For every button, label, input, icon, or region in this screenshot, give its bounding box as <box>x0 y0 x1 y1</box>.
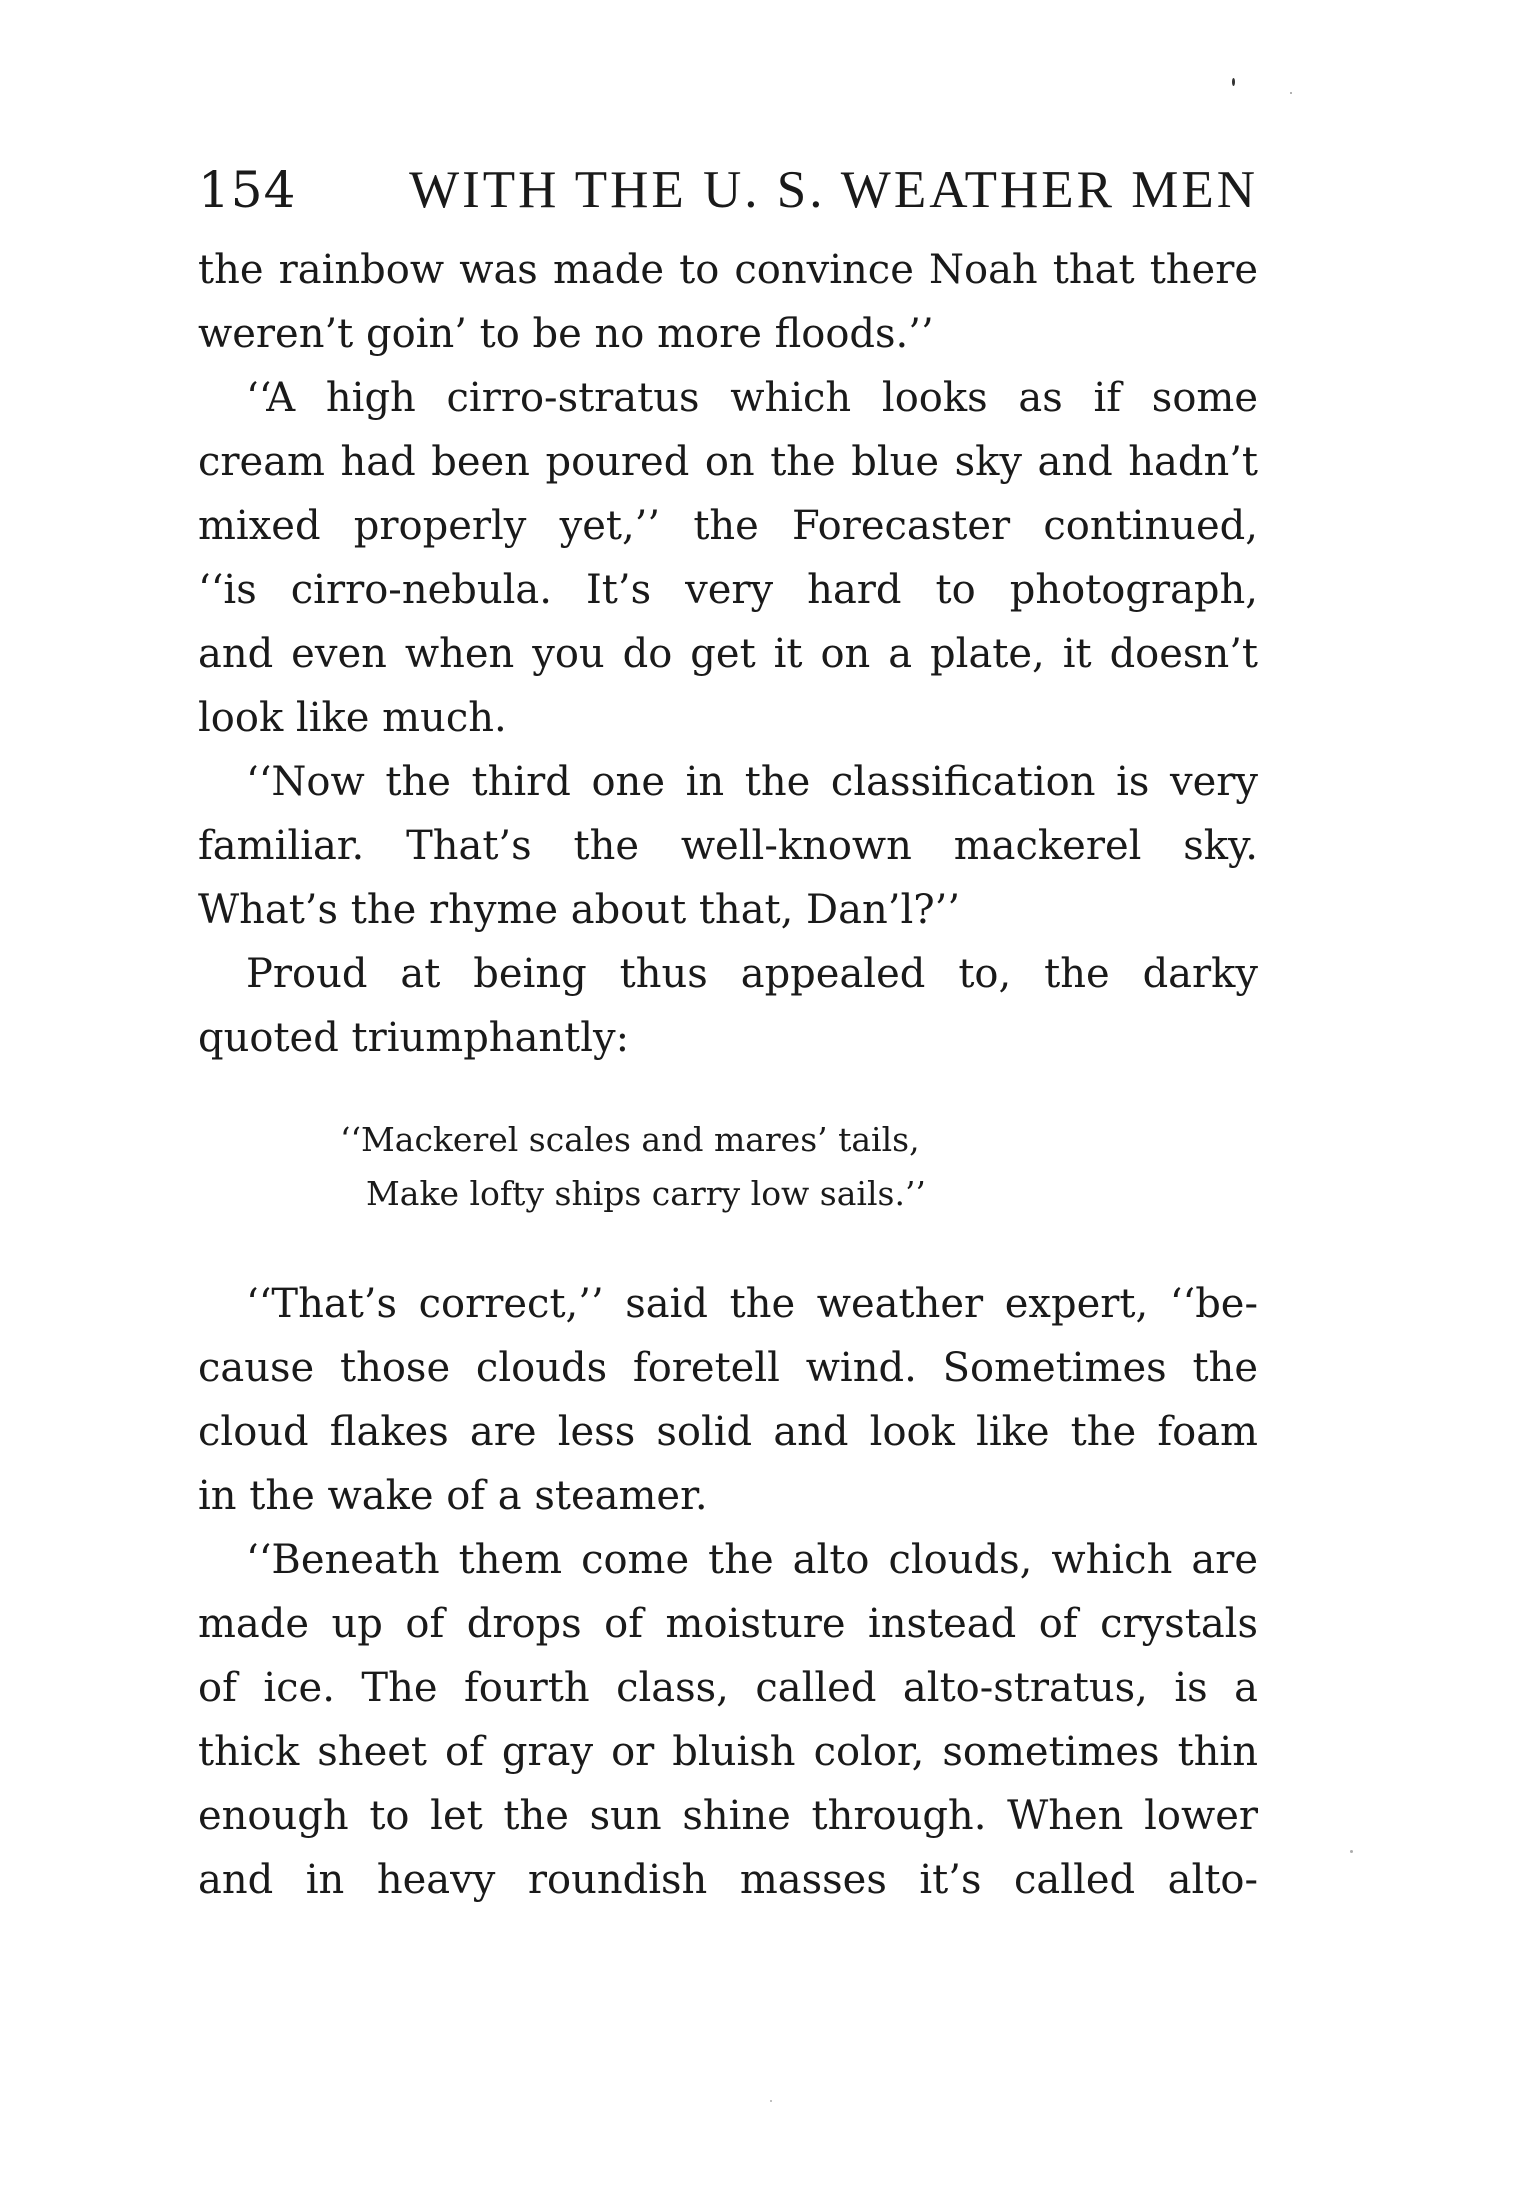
text-line: thick sheet of gray or bluish color, sometimes thin <box>198 1729 1258 1775</box>
verse-line: Make lofty ships carry low sails.’’ <box>366 1174 926 1213</box>
running-head: WITH THE U. S. WEATHER MEN <box>409 161 1258 219</box>
text-line: of ice. The fourth class, called alto-stratus, is a <box>198 1665 1258 1711</box>
text-line: cloud flakes are less solid and look like the foam <box>198 1409 1258 1455</box>
verse-line: ‘‘Mackerel scales and mares’ tails, <box>340 1120 920 1159</box>
text-line: look like much. <box>198 695 507 741</box>
text-line: What’s the rhyme about that, Dan’l?’’ <box>198 887 961 933</box>
text-line: ‘‘That’s correct,’’ said the weather expert, ‘‘be- <box>246 1281 1258 1327</box>
text-line: ‘‘is cirro-nebula. It’s very hard to photograph, <box>198 567 1258 613</box>
text-line: mixed properly yet,’’ the Forecaster continued, <box>198 503 1258 549</box>
text-line: enough to let the sun shine through. When lower <box>198 1793 1258 1839</box>
text-line: ‘‘Beneath them come the alto clouds, which are <box>246 1537 1258 1583</box>
text-line: and in heavy roundish masses it’s called alto- <box>198 1857 1258 1903</box>
text-line: cream had been poured on the blue sky and hadn’t <box>198 439 1258 485</box>
text-line: Proud at being thus appealed to, the darky <box>246 951 1258 997</box>
text-line: quoted triumphantly: <box>198 1015 630 1061</box>
text-line: cause those clouds foretell wind. Sometimes the <box>198 1345 1258 1391</box>
text-line: ‘‘Now the third one in the classification is very <box>246 759 1258 805</box>
page-header <box>198 150 1258 230</box>
text-line: in the wake of a steamer. <box>198 1473 708 1519</box>
text-line: made up of drops of moisture instead of crystals <box>198 1601 1258 1647</box>
text-line: ‘‘A high cirro-stratus which looks as if some <box>246 375 1258 421</box>
text-line: and even when you do get it on a plate, it doesn’t <box>198 631 1258 677</box>
page-number: 154 <box>198 161 297 219</box>
scan-speck <box>770 2100 772 2102</box>
text-line: weren’t goin’ to be no more floods.’’ <box>198 311 934 357</box>
text-line: the rainbow was made to convince Noah that there <box>198 247 1258 293</box>
scan-speck <box>1350 1850 1353 1853</box>
book-page <box>198 140 1258 2040</box>
scan-speck <box>1232 78 1235 86</box>
scan-speck <box>1290 92 1292 94</box>
text-line: familiar. That’s the well-known mackerel sky. <box>198 823 1258 869</box>
